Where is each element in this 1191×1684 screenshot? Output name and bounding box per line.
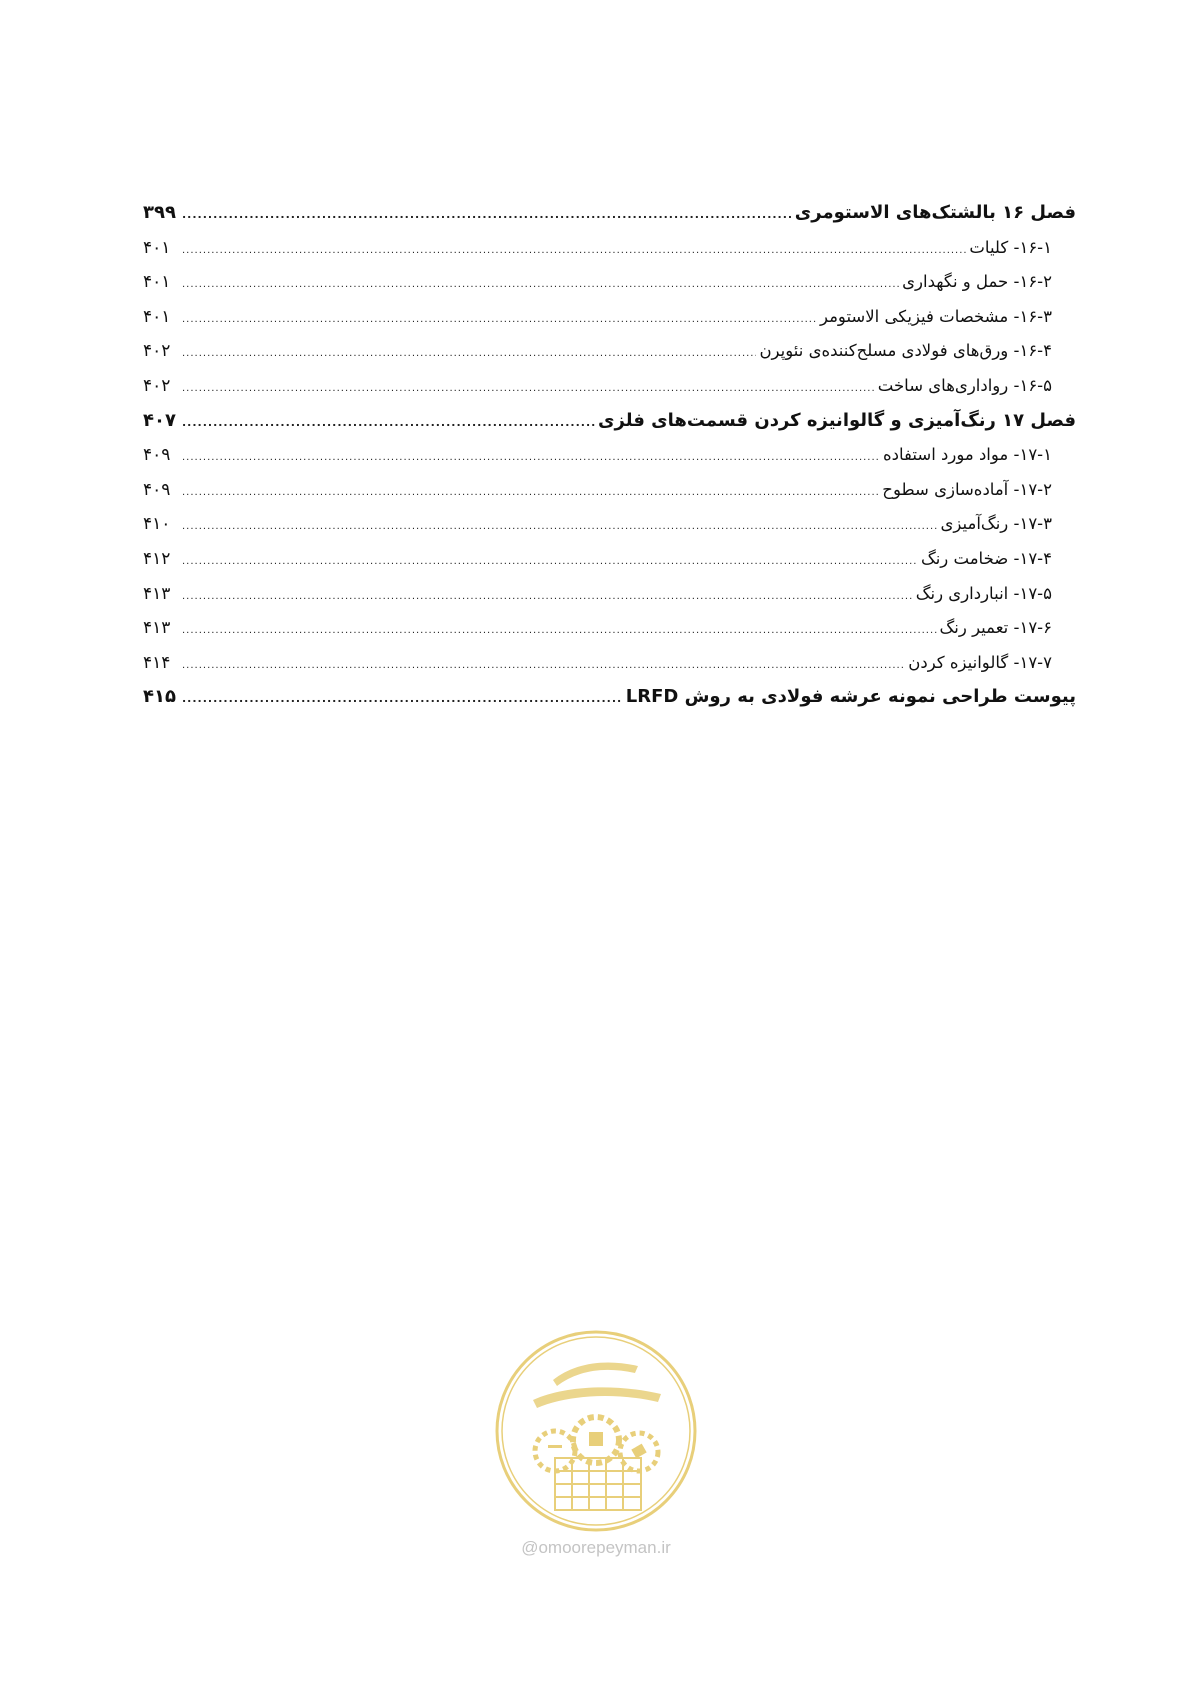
toc-entry-chapter[interactable] [143,404,1076,439]
dot-leader [182,545,918,580]
toc-entry-title: ۱۶-۱- کلیات [969,237,1052,257]
table-of-contents [143,196,1076,715]
toc-entry-section[interactable] [143,438,1076,473]
toc-entry-section[interactable] [143,507,1076,542]
dot-leader [182,510,938,545]
toc-entry-title: ۱۷-۱- مواد مورد استفاده [883,445,1052,465]
dot-leader [182,372,875,407]
dot-leader [182,268,899,303]
dot-leader [182,303,817,338]
toc-entry-page: ۴۰۷ [143,409,176,431]
toc-entry-section[interactable] [143,646,1076,681]
toc-entry-title: ۱۶-۵- رواداری‌های ساخت [877,375,1052,395]
toc-entry-page: ۴۰۱ [143,272,171,293]
dot-leader [182,580,913,615]
toc-entry-page: ۴۱۵ [143,686,176,708]
dot-leader [182,234,966,269]
toc-entry-section[interactable] [143,265,1076,300]
toc-entry-title: ۱۶-۲- حمل و نگهداری [902,272,1052,292]
toc-entry-page: ۳۹۹ [143,202,176,223]
toc-entry-appendix[interactable] [143,680,1076,715]
toc-entry-page: ۴۱۰ [143,514,171,535]
dot-leader [182,337,756,372]
toc-entry-title: ۱۶-۴- ورق‌های فولادی مسلح‌کننده‌ی نئوپرن [759,341,1052,361]
toc-entry-section[interactable] [143,611,1076,646]
toc-entry-section[interactable] [143,334,1076,369]
toc-entry-title: ۱۷-۳- رنگ‌آمیزی [940,514,1052,534]
toc-entry-page: ۴۰۹ [143,445,171,466]
toc-entry-section[interactable] [143,369,1076,404]
toc-entry-page: ۴۱۲ [143,548,171,569]
dot-leader [182,406,595,441]
toc-entry-section[interactable] [143,231,1076,266]
toc-entry-title: ۱۷-۲- آماده‌سازی سطوح [882,479,1052,499]
toc-entry-title: ۱۶-۳- مشخصات فیزیکی الاستومر [819,306,1052,326]
toc-entry-section[interactable] [143,542,1076,577]
dot-leader [182,476,879,511]
toc-entry-page: ۴۱۳ [143,618,171,639]
dot-leader [182,441,880,476]
dot-leader [182,682,623,717]
toc-entry-title: ۱۷-۵- انبارداری رنگ [915,583,1052,603]
toc-entry-page: ۴۰۲ [143,341,171,362]
omoore-peyman-seal-logo [493,1328,699,1534]
toc-entry-title: فصل ۱۶ بالشتک‌های الاستومری [794,202,1076,223]
toc-entry-title: ۱۷-۷- گالوانیزه کردن [908,652,1052,672]
toc-entry-title: پیوست طراحی نمونه عرشه فولادی به روش LRFD [625,686,1076,708]
toc-entry-title: ۱۷-۶- تعمیر رنگ [939,618,1052,638]
toc-entry-page: ۴۰۲ [143,375,171,396]
toc-entry-page: ۴۱۴ [143,652,171,673]
toc-entry-page: ۴۰۱ [143,237,171,258]
toc-entry-section[interactable] [143,577,1076,612]
toc-entry-title: فصل ۱۷ رنگ‌آمیزی و گالوانیزه کردن قسمت‌های فلزی [598,409,1076,431]
watermark-url: @omoorepeyman.ir [521,1538,671,1557]
toc-entry-page: ۴۰۱ [143,306,171,327]
toc-entry-page: ۴۱۳ [143,583,171,604]
dot-leader [182,614,937,649]
toc-entry-chapter[interactable] [143,196,1076,231]
toc-entry-title: ۱۷-۴- ضخامت رنگ [920,548,1052,568]
toc-entry-page: ۴۰۹ [143,479,171,500]
toc-entry-section[interactable] [143,300,1076,335]
dot-leader [182,649,905,684]
dot-leader [182,198,792,233]
toc-entry-section[interactable] [143,473,1076,508]
